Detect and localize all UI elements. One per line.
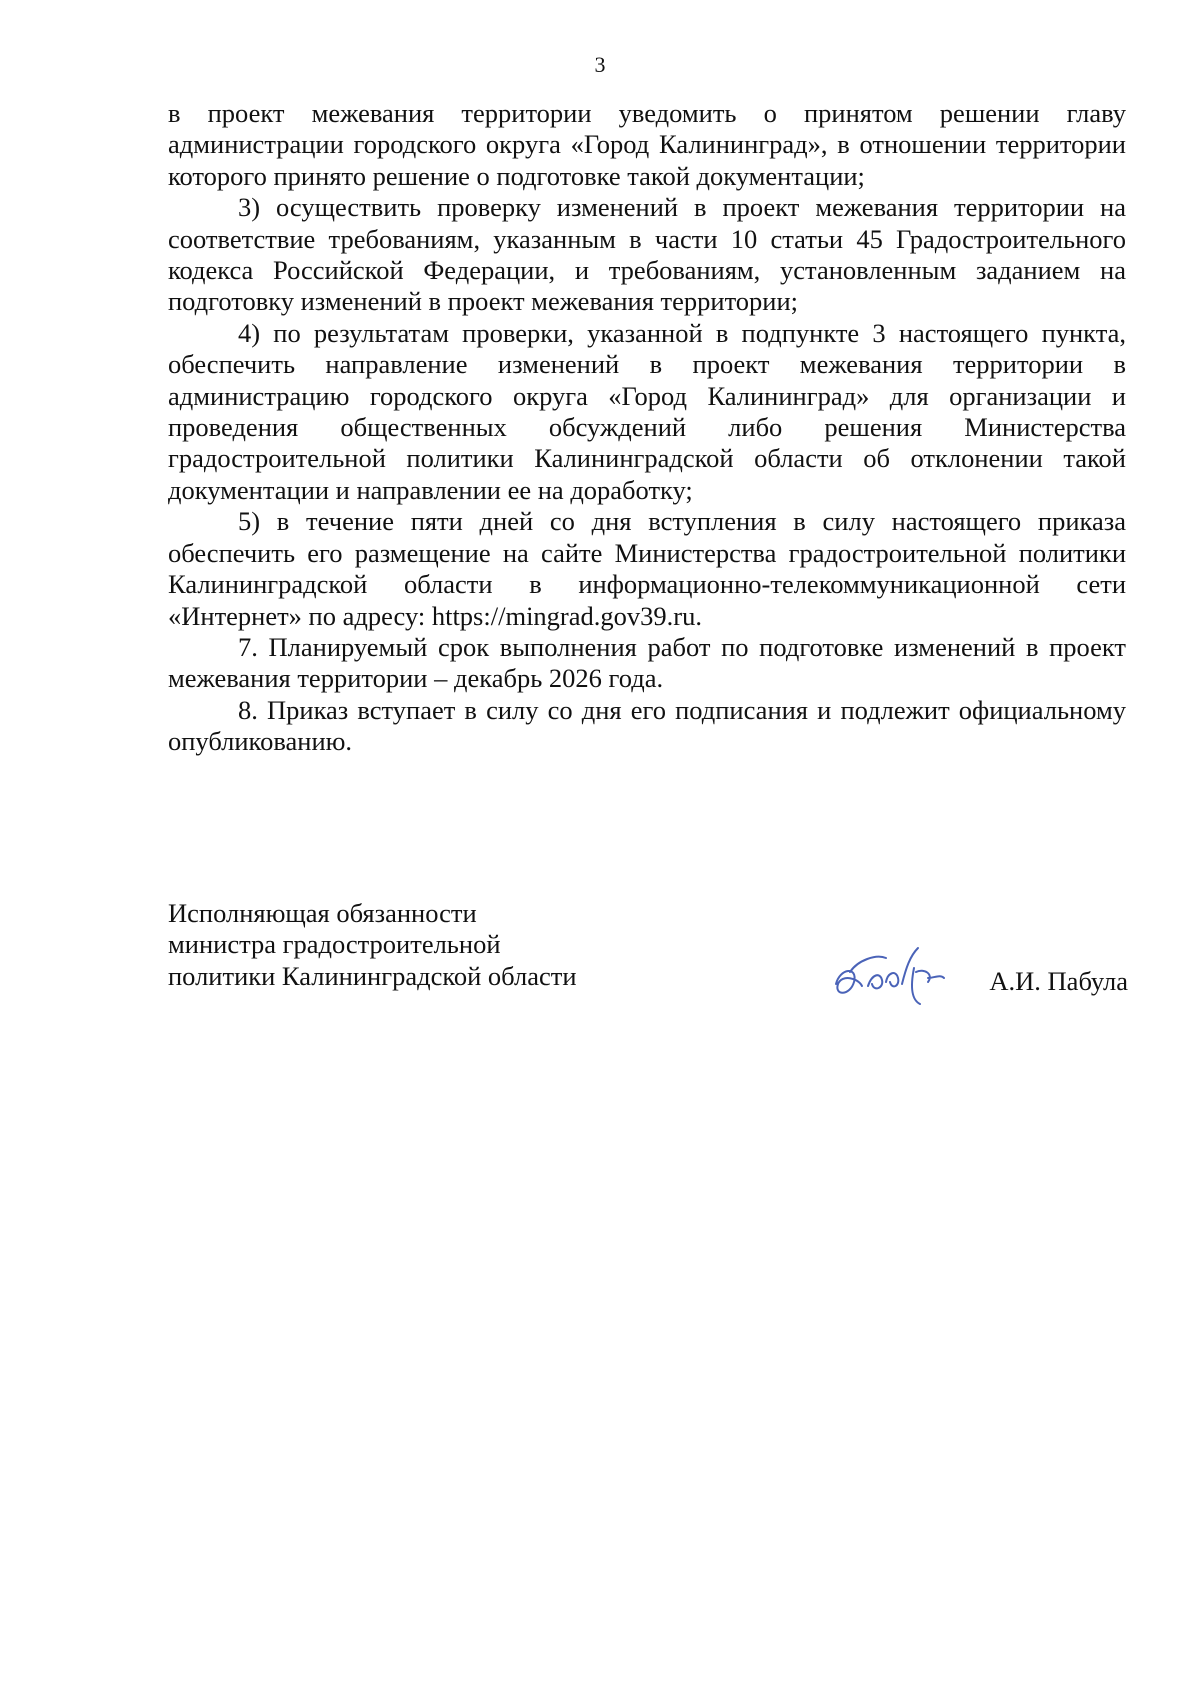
signatory-title-line: министра градостроительной <box>168 929 501 960</box>
document-body <box>168 98 1126 758</box>
handwritten-signature <box>828 938 948 1008</box>
signatory-name: А.И. Пабула <box>989 966 1128 996</box>
page-number: 3 <box>594 52 606 77</box>
signatory-title <box>168 898 577 992</box>
signatory-title-line: Исполняющая обязанности <box>168 898 477 928</box>
paragraph-item-3: 3) осуществить проверку изменений в проект межевания территории на соответствие требованиям, указанным в части 10 статьи 45 Градостроительного кодекса Российской Федерации, и требованиям, установленным заданием на подготовку изменений в проект межевания территории; <box>168 192 1126 317</box>
signature-block <box>168 898 1128 1008</box>
paragraph-continuation: в проект межевания территории уведомить о принятом решении главу администрации городского округа «Город Калининград», в отношении территории которого принято решение о подготовке такой документации; <box>168 98 1126 191</box>
paragraph-item-4: 4) по результатам проверки, указанной в подпункте 3 настоящего пункта, обеспечить направление изменений в проект межевания территории в администрацию городского округа «Город Калининград» для организации и проведения общественных обсуждений либо решения Министерства градостроительной политики Калининградской области об отклонении такой документации и направлении ее на доработку; <box>168 317 1126 505</box>
paragraph-clause-7: 7. Планируемый срок выполнения работ по подготовке изменений в проект межевания территории – декабрь 2026 года. <box>168 631 1126 694</box>
signatory-title-line: политики Калининградской области <box>168 960 577 991</box>
paragraph-clause-8: 8. Приказ вступает в силу со дня его подписания и подлежит официальному опубликованию. <box>168 694 1126 757</box>
paragraph-item-5: 5) в течение пяти дней со дня вступления в силу настоящего приказа обеспечить его размещение на сайте Министерства градостроительной политики Калининградской области в информационно-телекоммуникационной сети «Интернет» по адресу: https://mingrad.gov39.ru. <box>168 506 1126 631</box>
